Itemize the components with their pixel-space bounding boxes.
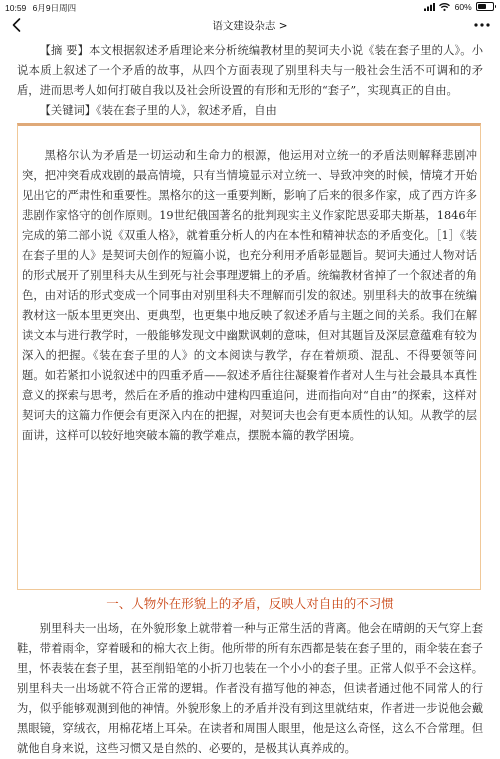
journal-title-link[interactable]: 语文建设杂志 > <box>212 20 288 32</box>
status-left <box>5 2 76 14</box>
article-content <box>0 36 500 755</box>
signal-icon <box>424 3 435 11</box>
status-time: 10:59 <box>5 3 27 13</box>
section-heading: 一、人物外在形貌上的矛盾，反映人对自由的不习惯 <box>106 596 394 611</box>
status-bar <box>0 0 500 14</box>
status-right <box>424 2 494 12</box>
battery-percent: 60% <box>454 2 472 12</box>
keywords-paragraph: 【关键词】《装在套子里的人》，叙述矛盾，自由 <box>39 104 277 117</box>
abstract-paragraph: 【摘 要】本文根据叙述矛盾理论来分析统编教材里的契诃夫小说《装在套子里的人》。小说本质上叙述了一个矛盾的故事，从四个方面表现了别里科夫与一般社会生活不可调和的矛盾，进而思考人如何打破自我以及社会所设置的有形和无形的“套子”，实现真正的自由。 <box>17 44 483 97</box>
intro-paragraph: 黑格尔认为矛盾是一切运动和生命力的根源，他运用对立统一的矛盾法则解释悲剧冲突，把冲突看成戏剧的最高情境，只有当情境显示对立统一、导致冲突的时候，情境才开始见出它的严肃性和重要性。黑格尔的这一重要判断，影响了后来的很多作家，成了西方许多悲剧作家恪守的创作原则。19世纪俄国著名的批判现实主义作家陀思妥耶夫斯基，1846年完成的第二部小说《双重人格》，就着重分析人的内在本性和精神状态的矛盾变化。［1］《装在套子里的人》是契诃夫创作的短篇小说，也充分利用矛盾彰显题旨。契诃夫通过人物对话的形式展开了别里科夫从生到死与社会事理逻辑上的矛盾。统编教材省掉了一个叙述者的角色，由对话的形式变成一个同事由对别里科夫不理解而引发的叙述。别里科夫的故事在统编教材这一版本里更突出、更典型，也更集中地反映了叙述矛盾与主题之间的关系。我们在解读文本与进行教学时，一般能够发现文中幽默讽刺的意味，但对其题旨及深层意蕴难有较为深入的把握。《装在套子里的人》的文本阅读与教学，存在着烦琐、混乱、不得要领等问题。如若紧扣小说叙述中的四重矛盾——叙述矛盾往往凝聚着作者对人生与社会最具本真性意义的探索与思考，然后在矛盾的推动中建构四重追问，进而指向对“自由”的探索，这样对契诃夫的这篇力作便会有更深入内在的把握，对契诃夫也会有更本质性的认知。从教学的层面讲，这样可以较好地突破本篇的教学难点，摆脱本篇的教学困境。 <box>22 149 477 442</box>
battery-icon <box>476 2 494 11</box>
nav-bar <box>0 14 500 36</box>
section-body-paragraph: 别里科夫一出场，在外貌形象上就带着一种与正常生活的背离。他会在晴朗的天气穿上套鞋，带着雨伞，穿着暖和的棉大衣上街。他所带的所有东西都是装在套子里的，雨伞装在套子里，怀表装在套子里，甚至削铅笔的小折刀也装在一个小小的套子里。正常人似乎不会这样。别里科夫一出场就不符合正常的逻辑。作者没有描写他的神态，但读者通过他不同常人的行为，似乎能够观测到他的神情。外貌形象上的矛盾并没有到这里就结束，作者进一步说他会戴黑眼镜，穿绒衣，用棉花堵上耳朵。在读者和周围人眼里，他是这么奇怪，这么不合常理。但就他自身来说，这些习惯又是自然的、必要的，是极其认真养成的。 <box>17 622 483 755</box>
wifi-icon <box>439 3 450 11</box>
more-dots-icon[interactable] <box>473 17 491 33</box>
intro-box <box>17 123 481 590</box>
battery-fill <box>478 4 486 9</box>
status-date: 6月9日周四 <box>32 3 77 13</box>
